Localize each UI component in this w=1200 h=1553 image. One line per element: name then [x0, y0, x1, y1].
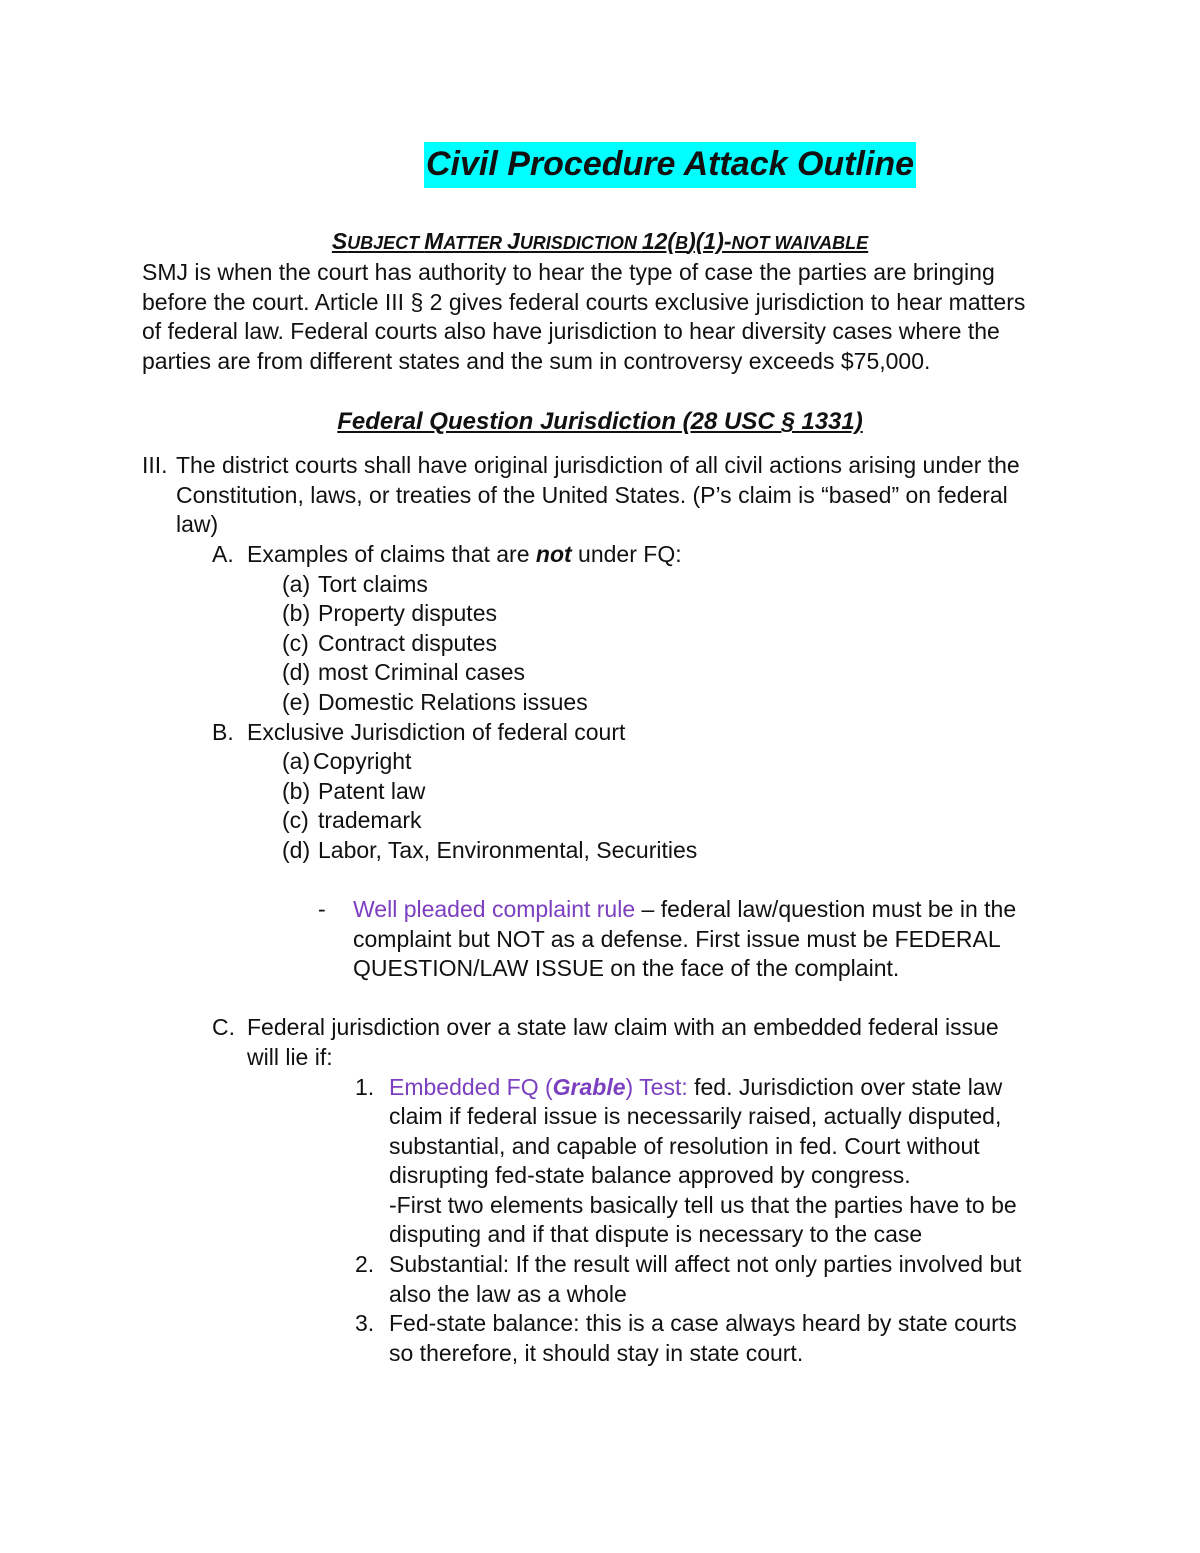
list-marker: (c): [282, 807, 309, 833]
list-text: Fed-state balance: this is a case always heard by state courts: [389, 1310, 1017, 1336]
smj-heading-part: URISDICTION: [519, 233, 642, 253]
list-marker: 3.: [355, 1310, 375, 1336]
smj-heading-part: NOT WAIVABLE: [731, 233, 869, 253]
list-marker: (b): [282, 600, 311, 626]
emphasis-text: not: [535, 541, 572, 567]
list-text: The district courts shall have original jurisdiction of all civil actions arising under the: [176, 452, 1020, 478]
list-text: Labor, Tax, Environmental, Securities: [318, 837, 698, 863]
paragraph-line: SMJ is when the court has authority to hear the type of case the parties are bringing: [142, 259, 995, 285]
list-marker: (a): [282, 571, 311, 597]
case-name: Grable: [552, 1074, 626, 1100]
list-marker: A.: [212, 541, 234, 567]
list-text: substantial, and capable of resolution in fed. Court without: [389, 1133, 980, 1159]
list-marker: III.: [142, 452, 168, 478]
list-marker: 2.: [355, 1251, 375, 1277]
list-text: disputing and if that dispute is necessary to the case: [389, 1221, 923, 1247]
list-text: -First two elements basically tell us that the parties have to be: [389, 1192, 1017, 1218]
list-text: also the law as a whole: [389, 1281, 627, 1307]
list-text: law): [176, 511, 219, 537]
list-text: disrupting fed-state balance approved by congress.: [389, 1162, 911, 1188]
list-text: trademark: [318, 807, 422, 833]
fq-heading: Federal Question Jurisdiction (28 USC § 1331): [337, 408, 863, 435]
smj-heading-part: M: [424, 228, 444, 254]
list-marker: B.: [212, 719, 234, 745]
highlight-term: Well pleaded complaint rule: [353, 896, 636, 922]
smj-heading-part: S: [331, 228, 348, 254]
list-text: claim if federal issue is necessarily raised, actually disputed,: [389, 1103, 1002, 1129]
list-text: QUESTION/LAW ISSUE on the face of the complaint.: [353, 955, 900, 981]
list-text: Tort claims: [318, 571, 428, 597]
smj-heading-part: 12(: [641, 228, 676, 254]
list-item-a: [247, 540, 682, 570]
highlight-term: Embedded FQ (: [389, 1074, 553, 1100]
list-text: Copyright: [313, 748, 412, 774]
list-marker: (d): [282, 837, 311, 863]
smj-heading-part: J: [507, 228, 520, 254]
smj-heading: [0, 227, 1200, 259]
list-text: under FQ:: [571, 541, 682, 567]
list-text: Substantial: If the result will affect not only parties involved but: [389, 1251, 1022, 1277]
smj-heading-part: UBJECT: [347, 233, 425, 253]
page-title: Civil Procedure Attack Outline: [424, 142, 916, 188]
list-text: fed. Jurisdiction over state law: [687, 1074, 1003, 1100]
list-text: – federal law/question must be in the: [635, 896, 1017, 922]
list-marker: (a): [282, 748, 311, 774]
list-marker: (d): [282, 659, 311, 685]
smj-heading-part: B: [675, 233, 689, 253]
list-text: Contract disputes: [318, 630, 497, 656]
list-marker: 1.: [355, 1074, 375, 1100]
list-text: Patent law: [318, 778, 426, 804]
list-text: complaint but NOT as a defense. First issue must be FEDERAL: [353, 926, 1001, 952]
list-text: Federal jurisdiction over a state law claim with an embedded federal issue: [247, 1014, 999, 1040]
numbered-line: [389, 1073, 1002, 1103]
list-text: most Criminal cases: [318, 659, 526, 685]
smj-heading-part: )(1)-: [688, 228, 732, 254]
list-text: Constitution, laws, or treaties of the United States. (P’s claim is “based” on federal: [176, 482, 1008, 508]
paragraph-line: before the court. Article III § 2 gives federal courts exclusive jurisdiction to hear matters: [142, 288, 1026, 315]
list-text: Exclusive Jurisdiction of federal court: [247, 719, 626, 745]
wpc-line: [353, 895, 1016, 925]
list-text: Domestic Relations issues: [318, 689, 588, 715]
smj-paragraph: [142, 258, 1025, 376]
paragraph-line: parties are from different states and the sum in controversy exceeds $75,000.: [142, 347, 931, 374]
list-text: so therefore, it should stay in state court.: [389, 1340, 804, 1366]
list-marker: (b): [282, 778, 311, 804]
list-text: Property disputes: [318, 600, 497, 626]
list-marker: C.: [212, 1014, 235, 1040]
paragraph-line: of federal law. Federal courts also have jurisdiction to hear diversity cases where the: [142, 318, 1000, 345]
smj-heading-part: ATTER: [443, 233, 508, 253]
list-text: will lie if:: [247, 1044, 333, 1070]
highlight-term: ) Test:: [625, 1074, 688, 1100]
list-text: Examples of claims that are: [247, 541, 536, 567]
list-marker: (c): [282, 630, 309, 656]
list-marker: (e): [282, 689, 311, 715]
list-marker: -: [318, 896, 326, 922]
